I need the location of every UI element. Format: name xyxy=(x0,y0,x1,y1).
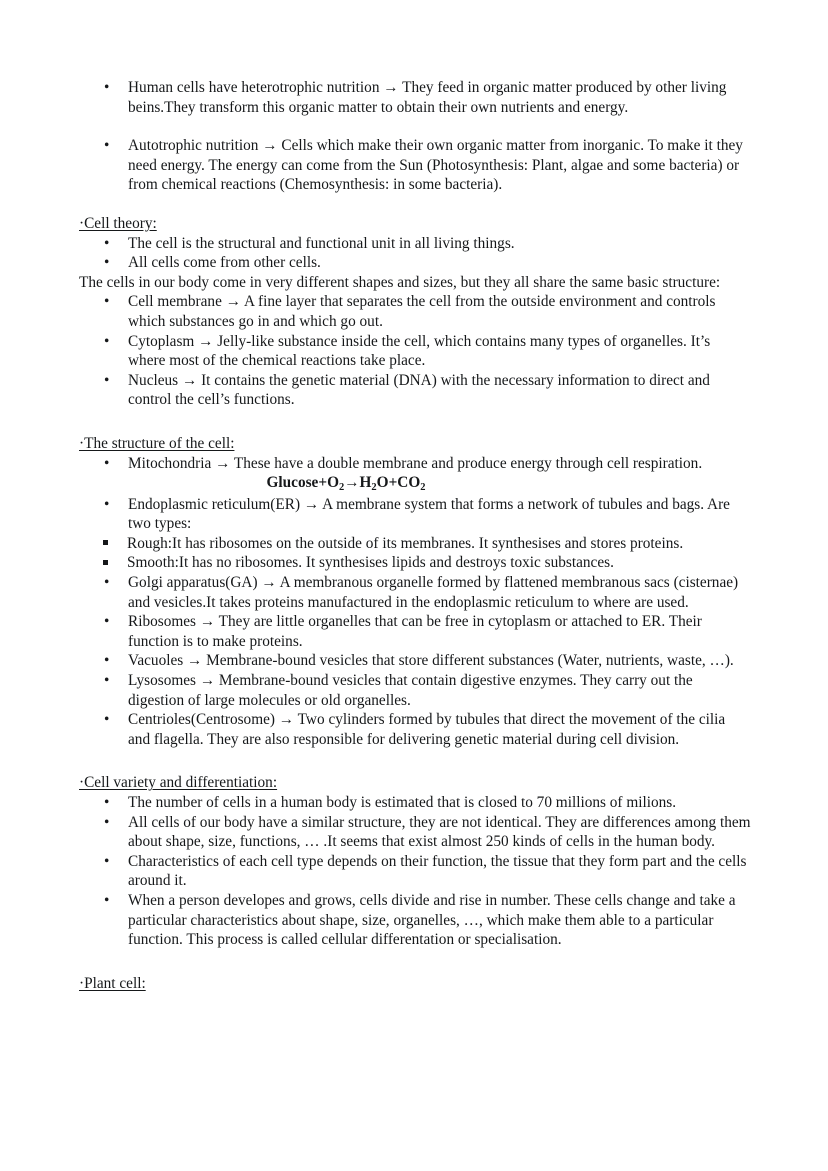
bullet-marker-icon: • xyxy=(104,454,110,472)
bullet-marker-icon: • xyxy=(104,332,110,350)
list-item-text: Autotrophic nutrition → Cells which make their own organic matter from inorganic. To make it they need energy. The energy can come from the Sun (Photosynthesis: Plant, algae and some bacteria) or from chemical reactions (Chemosynthesis: in some bacteria). xyxy=(128,137,743,194)
equation-right-term-2: O+CO xyxy=(376,474,421,492)
section-heading-cell-variety xyxy=(79,773,751,793)
section-heading-cell-theory xyxy=(79,214,751,234)
list-item xyxy=(79,891,751,950)
bullet-marker-icon: • xyxy=(104,672,110,690)
list-item xyxy=(79,671,751,710)
list-item xyxy=(79,710,751,749)
list-item-text: The number of cells in a human body is estimated that is closed to 70 millions of milions. xyxy=(128,794,677,811)
organelle-bullet-list xyxy=(79,573,751,749)
bullet-marker-icon: • xyxy=(104,293,110,311)
er-subtype-list xyxy=(79,534,751,573)
list-item xyxy=(79,454,751,474)
list-item xyxy=(79,253,751,273)
list-item-text: Human cells have heterotrophic nutrition → They feed in organic matter produced by other living beins.They transform this organic matter to obtain their own nutrients and energy. xyxy=(128,79,727,116)
bullet-marker-icon: • xyxy=(104,794,110,811)
bullet-marker-icon: • xyxy=(104,79,110,96)
list-item-text: Ribosomes → They are little organelles that can be free in cytoplasm or attached to ER. Their function is to make proteins. xyxy=(128,613,702,650)
list-item-text: Characteristics of each cell type depends on their function, the tissue that they form part and the cells around it. xyxy=(128,852,747,890)
equation-right-term-1: H xyxy=(359,474,372,492)
document-content xyxy=(79,78,751,993)
list-item xyxy=(79,234,751,254)
bullet-marker-icon: • xyxy=(104,813,110,831)
list-item-text: Vacuoles → Membrane-bound vesicles that store different substances (Water, nutrients, waste, …). xyxy=(128,652,734,670)
list-item-text: Golgi apparatus(GA) → A membranous organelle formed by flattened membranous sacs (cisternae) and vesicles.It takes proteins manufactured in the endoplasmic reticulum to where are used. xyxy=(128,574,739,611)
list-item-text: Cytoplasm → Jelly-like substance inside the cell, which contains many types of organelles. It’s where most of the chemical reactions take place. xyxy=(128,332,711,370)
equation-right-subscript-2: 2 xyxy=(420,482,426,494)
section-heading-text: ·Plant cell: xyxy=(79,974,146,992)
equation-arrow-icon: → xyxy=(344,474,360,492)
bullet-marker-icon: • xyxy=(104,891,110,909)
cell-theory-paragraph: The cells in our body come in very different shapes and sizes, but they all share the same basic structure: xyxy=(79,273,721,291)
section-heading-text: ·The structure of the cell: xyxy=(79,434,235,452)
bullet-marker-icon: • xyxy=(104,137,110,155)
list-item xyxy=(79,78,751,117)
bullet-marker-icon: • xyxy=(104,234,110,252)
cell-structure-bullet-list xyxy=(79,292,751,410)
list-item xyxy=(79,793,751,813)
section-heading-structure-of-cell xyxy=(79,434,751,454)
list-item xyxy=(79,371,751,410)
list-item xyxy=(79,292,751,331)
list-item xyxy=(79,813,751,852)
list-item-text: Nucleus → It contains the genetic material (DNA) with the necessary information to direct and control the cell’s functions. xyxy=(128,371,710,409)
sub-list-item xyxy=(79,534,751,554)
list-item-text: All cells of our body have a similar structure, they are not identical. They are differences among them about shape, size, functions, … .It seems that exist almost 250 kinds of cells in the human body. xyxy=(128,813,751,851)
square-bullet-marker-icon xyxy=(103,560,108,565)
bullet-marker-icon: • xyxy=(104,495,110,513)
list-item-text: The cell is the structural and functional unit in all living things. xyxy=(128,234,515,252)
equation-left-term: Glucose+O xyxy=(266,474,339,492)
list-item xyxy=(79,136,751,195)
intro-bullet-list xyxy=(79,78,751,195)
bullet-marker-icon: • xyxy=(104,852,110,870)
respiration-equation xyxy=(79,473,751,495)
bullet-marker-icon: • xyxy=(104,254,110,272)
bullet-marker-icon: • xyxy=(104,613,110,631)
bullet-marker-icon: • xyxy=(104,574,110,592)
bullet-marker-icon: • xyxy=(104,652,110,670)
section-heading-text: ·Cell variety and differentiation: xyxy=(79,774,278,792)
sub-list-item-text: Rough:It has ribosomes on the outside of its membranes. It synthesises and stores proteins. xyxy=(127,534,684,552)
mitochondria-bullet-list xyxy=(79,454,751,474)
bullet-marker-icon: • xyxy=(104,711,110,729)
list-item xyxy=(79,651,751,671)
sub-list-item-text: Smooth:It has no ribosomes. It synthesises lipids and destroys toxic substances. xyxy=(127,554,614,572)
list-item-text: Endoplasmic reticulum(ER) → A membrane system that forms a network of tubules and bags. Are two types: xyxy=(128,495,730,533)
list-item-text: All cells come from other cells. xyxy=(128,254,321,272)
list-item xyxy=(79,495,751,534)
bullet-marker-icon: • xyxy=(104,371,110,389)
cell-theory-bullet-list xyxy=(79,234,751,273)
section-heading-text: ·Cell theory: xyxy=(79,214,157,232)
cell-variety-bullet-list xyxy=(79,793,751,950)
list-item-text: When a person developes and grows, cells divide and rise in number. These cells change and take a particular characteristics about shape, size, organelles, …, which make them able to a particular function. This process is called cellular differentation or specialisation. xyxy=(128,891,736,949)
equation-left-subscript: 2 xyxy=(338,482,345,494)
list-item-text: Cell membrane → A fine layer that separates the cell from the outside environment and controls which substances go in and which go out. xyxy=(128,293,716,330)
sub-list-item xyxy=(79,553,751,573)
list-item xyxy=(79,332,751,371)
section-heading-plant-cell xyxy=(79,974,751,994)
list-item-text: Centrioles(Centrosome) → Two cylinders formed by tubules that direct the movement of the cilia and flagella. They are also responsible for delivering genetic material during cell division. xyxy=(128,711,726,748)
list-item xyxy=(79,852,751,891)
er-bullet-list xyxy=(79,495,751,534)
list-item-text: Mitochondria → These have a double membrane and produce energy through cell respiration. xyxy=(128,454,703,472)
equation-right-subscript-1: 2 xyxy=(371,482,377,494)
list-item-text: Lysosomes → Membrane-bound vesicles that contain digestive enzymes. They carry out the digestion of large molecules or old organelles. xyxy=(128,672,693,709)
list-item xyxy=(79,573,751,612)
list-item xyxy=(79,612,751,651)
square-bullet-marker-icon xyxy=(103,540,108,545)
